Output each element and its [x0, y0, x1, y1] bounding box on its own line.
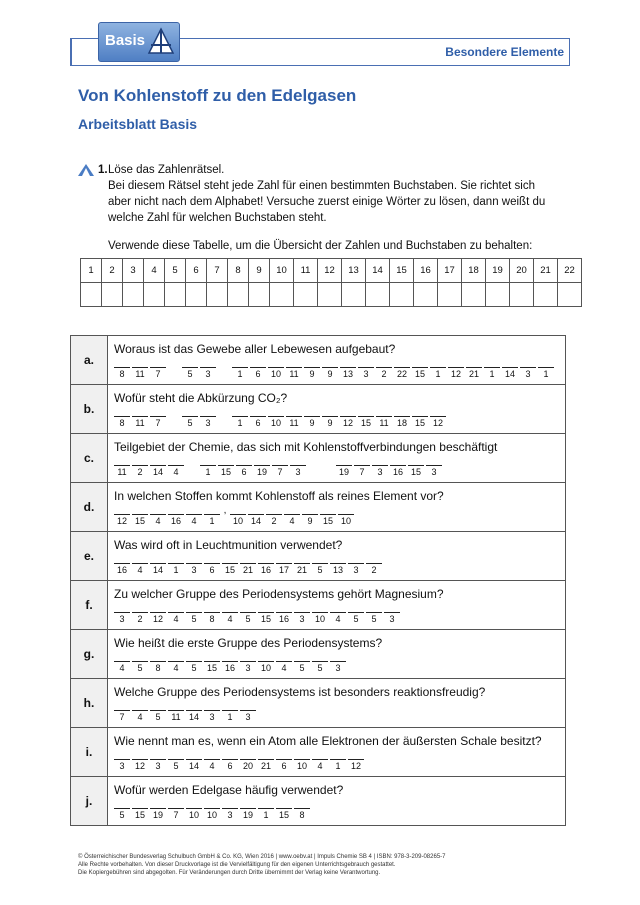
letter-blank: 9 [302, 507, 318, 529]
letter-cell[interactable] [510, 283, 534, 307]
letter-blank: 19 [240, 801, 256, 823]
letter-blank: 4 [204, 752, 220, 774]
letter-blank: 12 [340, 409, 356, 431]
letter-blank: 9 [322, 409, 338, 431]
letter-blank: 8 [114, 360, 130, 382]
letter-cell[interactable] [294, 283, 318, 307]
question-label: b. [71, 385, 108, 434]
letter-blank: 3 [204, 703, 220, 725]
letter-blank: 20 [240, 752, 256, 774]
letter-cell[interactable] [81, 283, 102, 307]
question-row [71, 434, 566, 483]
letter-blank: 11 [114, 458, 130, 480]
number-cell: 18 [462, 259, 486, 283]
number-cell: 16 [414, 259, 438, 283]
number-letter-table [80, 258, 582, 307]
letter-blank: 1 [200, 458, 216, 480]
letter-blank: 3 [200, 409, 216, 431]
letter-blank: 1 [232, 409, 248, 431]
letter-blank: 4 [132, 556, 148, 578]
task-number: 1. [98, 164, 108, 176]
letter-blank: 1 [484, 360, 500, 382]
letter-blank: 3 [358, 360, 374, 382]
answer-blanks[interactable] [114, 409, 448, 431]
letter-cell[interactable] [558, 283, 582, 307]
letter-blank: 4 [168, 605, 184, 627]
question-row [71, 336, 566, 385]
letter-cell[interactable] [165, 283, 186, 307]
letter-blank: 14 [248, 507, 264, 529]
question-label: g. [71, 630, 108, 679]
number-cell: 3 [123, 259, 144, 283]
logo-text: Basis [105, 32, 146, 49]
letter-blank: 14 [502, 360, 518, 382]
letter-blank: 9 [322, 360, 338, 382]
number-cell: 8 [228, 259, 249, 283]
letter-cell[interactable] [318, 283, 342, 307]
question-cell [108, 532, 566, 581]
word-gap [218, 360, 230, 382]
answer-blanks[interactable] [114, 801, 312, 823]
number-cell: 19 [486, 259, 510, 283]
letter-blank: 9 [304, 409, 320, 431]
letter-blank: 2 [266, 507, 282, 529]
number-cell: 1 [81, 259, 102, 283]
basis-logo [98, 22, 180, 62]
word-gap [308, 458, 320, 480]
letter-blank: 15 [358, 409, 374, 431]
letter-blank: 12 [430, 409, 446, 431]
letter-blank: 5 [186, 605, 202, 627]
letter-cell[interactable] [228, 283, 249, 307]
letter-blank: 1 [330, 752, 346, 774]
number-cell: 5 [165, 259, 186, 283]
letter-cell[interactable] [486, 283, 510, 307]
letter-blank: 5 [182, 360, 198, 382]
question-cell [108, 483, 566, 532]
letter-blank: 8 [294, 801, 310, 823]
question-label: e. [71, 532, 108, 581]
answer-blanks[interactable] [114, 360, 556, 382]
question-label: c. [71, 434, 108, 483]
letter-cell[interactable] [342, 283, 366, 307]
letter-blank: 10 [338, 507, 354, 529]
question-row [71, 679, 566, 728]
letter-blank: 5 [366, 605, 382, 627]
letter-blank: 7 [150, 360, 166, 382]
question-table [70, 335, 566, 826]
letter-cell[interactable] [414, 283, 438, 307]
letter-blank: 5 [294, 654, 310, 676]
letter-blank: 4 [114, 654, 130, 676]
letter-blank: 3 [240, 703, 256, 725]
number-cell: 17 [438, 259, 462, 283]
letter-blank: 2 [132, 605, 148, 627]
letter-blank: 4 [222, 605, 238, 627]
question-row [71, 728, 566, 777]
letter-blank: 16 [222, 654, 238, 676]
letter-blank: 19 [254, 458, 270, 480]
letter-blank: 3 [290, 458, 306, 480]
letter-blank: 10 [258, 654, 274, 676]
letter-blank: 4 [168, 654, 184, 676]
letter-cell[interactable] [534, 283, 558, 307]
letter-blank: 11 [376, 409, 392, 431]
letter-blank: 21 [258, 752, 274, 774]
letter-blank: 12 [132, 752, 148, 774]
task-text [108, 162, 568, 226]
letter-blank: 3 [186, 556, 202, 578]
question-cell [108, 777, 566, 826]
letter-blank: 5 [168, 752, 184, 774]
number-cell: 12 [318, 259, 342, 283]
letter-blank: 4 [276, 654, 292, 676]
footer-line-2: Alle Rechte vorbehalten. Von dieser Druckvorlage ist die Vervielfältigung für den eigenen Unterrichtsgebrauch gestattet. [78, 862, 396, 868]
answer-blanks[interactable] [114, 605, 402, 627]
letter-blank: 15 [222, 556, 238, 578]
question-text: Welche Gruppe des Periodensystems ist besonders reaktionsfreudig? [114, 685, 486, 699]
letter-blank: 7 [354, 458, 370, 480]
page-title: Von Kohlenstoff zu den Edelgasen [78, 86, 357, 105]
question-row [71, 385, 566, 434]
letter-cell[interactable] [390, 283, 414, 307]
letter-blank: 8 [150, 654, 166, 676]
question-cell [108, 679, 566, 728]
task-line-1: Löse das Zahlenrätsel. [108, 164, 225, 176]
letter-blank: 11 [168, 703, 184, 725]
question-cell [108, 581, 566, 630]
letter-blank: 11 [132, 360, 148, 382]
letter-blank: 14 [150, 556, 166, 578]
triangle-icon [147, 27, 175, 55]
letter-blank: 4 [168, 458, 184, 480]
answer-blanks[interactable] [114, 556, 384, 578]
letter-blank: 14 [186, 752, 202, 774]
letter-blank: 21 [466, 360, 482, 382]
letter-cell[interactable] [123, 283, 144, 307]
question-label: a. [71, 336, 108, 385]
letter-blank: 3 [150, 752, 166, 774]
letter-blank: 1 [538, 360, 554, 382]
letter-blank: 13 [330, 556, 346, 578]
number-cell: 4 [144, 259, 165, 283]
question-label: j. [71, 777, 108, 826]
question-label: i. [71, 728, 108, 777]
task-line-4: welche Zahl für welchen Buchstaben steht. [108, 212, 327, 224]
footer-line-1: © Österreichischer Bundesverlag Schulbuch GmbH & Co. KG, Wien 2016 | www.oebv.at | Impuls Chemie SB 4 | ISBN: 978-3-209-08265-7 [78, 854, 446, 860]
question-text: Wofür steht die Abkürzung CO₂? [114, 391, 288, 405]
letter-blank: 12 [114, 507, 130, 529]
letter-blank: 4 [186, 507, 202, 529]
task-line-2: Bei diesem Rätsel steht jede Zahl für einen bestimmten Buchstaben. Sie richtet sich [108, 180, 535, 192]
letter-blank: 12 [150, 605, 166, 627]
letter-blank: 10 [268, 360, 284, 382]
question-cell [108, 336, 566, 385]
letter-blank: 15 [258, 605, 274, 627]
letter-blank: 3 [426, 458, 442, 480]
answer-blanks[interactable] [114, 458, 444, 480]
letter-blank: 3 [114, 605, 130, 627]
letter-blank: 14 [150, 458, 166, 480]
question-text: Woraus ist das Gewebe aller Lebewesen aufgebaut? [114, 342, 396, 356]
letter-blank: 16 [258, 556, 274, 578]
number-cell: 11 [294, 259, 318, 283]
question-row [71, 777, 566, 826]
question-text: In welchen Stoffen kommt Kohlenstoff als reines Element vor? [114, 489, 444, 503]
number-cell: 20 [510, 259, 534, 283]
footer [78, 853, 568, 877]
letter-blank: 1 [430, 360, 446, 382]
letter-blank: 1 [222, 703, 238, 725]
letter-cell[interactable] [366, 283, 390, 307]
letter-blank: 8 [204, 605, 220, 627]
letter-blank: 15 [412, 409, 428, 431]
number-cell: 10 [270, 259, 294, 283]
letter-blank: 10 [204, 801, 220, 823]
page-subtitle: Arbeitsblatt Basis [78, 116, 198, 132]
letter-blank: 5 [182, 409, 198, 431]
letter-blank: 14 [186, 703, 202, 725]
letter-blank: 15 [132, 507, 148, 529]
word-gap [218, 409, 230, 431]
letter-row [81, 283, 582, 307]
letter-blank: 3 [520, 360, 536, 382]
task-line-3: aber nicht nach dem Alphabet! Versuche zuerst einige Wörter zu lösen, dann weißt du [108, 196, 546, 208]
letter-blank: 13 [340, 360, 356, 382]
letter-blank: 4 [312, 752, 328, 774]
letter-blank: 5 [312, 654, 328, 676]
letter-blank: 3 [294, 605, 310, 627]
letter-blank: 2 [132, 458, 148, 480]
letter-blank: 5 [114, 801, 130, 823]
answer-blanks[interactable] [114, 703, 258, 725]
letter-blank: 7 [272, 458, 288, 480]
letter-blank: 15 [412, 360, 428, 382]
question-text: Zu welcher Gruppe des Periodensystems gehört Magnesium? [114, 587, 444, 601]
question-row [71, 581, 566, 630]
letter-blank: 19 [150, 801, 166, 823]
letter-blank: 18 [394, 409, 410, 431]
letter-blank: 2 [376, 360, 392, 382]
question-row [71, 532, 566, 581]
number-cell: 13 [342, 259, 366, 283]
letter-blank: 5 [348, 605, 364, 627]
table-hint: Verwende diese Tabelle, um die Übersicht der Zahlen und Buchstaben zu behalten: [108, 240, 533, 252]
number-cell: 15 [390, 259, 414, 283]
letter-blank: 9 [304, 360, 320, 382]
letter-blank: 10 [268, 409, 284, 431]
letter-blank: 16 [276, 605, 292, 627]
answer-blanks[interactable] [114, 654, 348, 676]
letter-blank: 15 [320, 507, 336, 529]
letter-blank: 12 [348, 752, 364, 774]
letter-blank: 3 [372, 458, 388, 480]
letter-blank: 3 [240, 654, 256, 676]
letter-blank: 6 [276, 752, 292, 774]
letter-blank: 5 [240, 605, 256, 627]
letter-cell[interactable] [186, 283, 207, 307]
question-text: Wofür werden Edelgase häufig verwendet? [114, 783, 344, 797]
question-text: Wie nennt man es, wenn ein Atom alle Elektronen der äußersten Schale besitzt? [114, 734, 542, 748]
question-cell [108, 630, 566, 679]
letter-blank: 19 [336, 458, 352, 480]
word-gap [322, 458, 334, 480]
question-cell [108, 385, 566, 434]
letter-blank: 11 [132, 409, 148, 431]
letter-blank: 15 [276, 801, 292, 823]
letter-cell[interactable] [102, 283, 123, 307]
letter-cell[interactable] [438, 283, 462, 307]
letter-blank: 15 [132, 801, 148, 823]
letter-cell[interactable] [270, 283, 294, 307]
number-cell: 14 [366, 259, 390, 283]
question-cell [108, 434, 566, 483]
number-cell: 2 [102, 259, 123, 283]
letter-blank: 21 [240, 556, 256, 578]
letter-blank: 5 [186, 654, 202, 676]
letter-blank: 4 [150, 507, 166, 529]
number-cell: 6 [186, 259, 207, 283]
letter-blank: 4 [330, 605, 346, 627]
letter-blank: 7 [114, 703, 130, 725]
word-gap [168, 409, 180, 431]
letter-blank: 5 [312, 556, 328, 578]
question-text: Was wird oft in Leuchtmunition verwendet? [114, 538, 343, 552]
letter-blank: 11 [286, 360, 302, 382]
question-text: Wie heißt die erste Gruppe des Periodensystems? [114, 636, 383, 650]
letter-blank: 8 [114, 409, 130, 431]
letter-cell[interactable] [462, 283, 486, 307]
number-row [81, 259, 582, 283]
letter-blank: 21 [294, 556, 310, 578]
letter-blank: 15 [204, 654, 220, 676]
letter-blank: 3 [384, 605, 400, 627]
question-text: Teilgebiet der Chemie, das sich mit Kohlenstoffverbindungen beschäftigt [114, 440, 498, 454]
letter-cell[interactable] [249, 283, 270, 307]
category-label: Besondere Elemente [445, 45, 564, 59]
question-label: h. [71, 679, 108, 728]
letter-blank: 16 [168, 507, 184, 529]
letter-blank: 15 [218, 458, 234, 480]
letter-blank: 7 [168, 801, 184, 823]
letter-blank: 10 [186, 801, 202, 823]
letter-blank: 1 [204, 507, 220, 529]
letter-blank: 5 [132, 654, 148, 676]
letter-blank: 22 [394, 360, 410, 382]
word-gap [168, 360, 180, 382]
letter-blank: 5 [150, 703, 166, 725]
letter-blank: 3 [200, 360, 216, 382]
letter-blank: 7 [150, 409, 166, 431]
letter-blank: 6 [250, 409, 266, 431]
answer-blanks[interactable] [114, 752, 366, 774]
letter-blank: 10 [230, 507, 246, 529]
comma-separator: , [223, 505, 227, 516]
question-label: f. [71, 581, 108, 630]
letter-blank: 3 [114, 752, 130, 774]
question-row [71, 630, 566, 679]
letter-blank: 12 [448, 360, 464, 382]
letter-blank: 6 [204, 556, 220, 578]
letter-blank: 4 [132, 703, 148, 725]
letter-blank: 6 [250, 360, 266, 382]
letter-blank: 10 [312, 605, 328, 627]
letter-blank: 3 [222, 801, 238, 823]
letter-blank: 3 [330, 654, 346, 676]
number-cell: 7 [207, 259, 228, 283]
letter-blank: 1 [232, 360, 248, 382]
number-cell: 21 [534, 259, 558, 283]
letter-blank: 6 [222, 752, 238, 774]
question-row [71, 483, 566, 532]
letter-blank: 1 [168, 556, 184, 578]
letter-blank: 17 [276, 556, 292, 578]
question-cell [108, 728, 566, 777]
word-gap [186, 458, 198, 480]
letter-blank: 10 [294, 752, 310, 774]
difficulty-icon [78, 164, 94, 176]
letter-cell[interactable] [207, 283, 228, 307]
letter-blank: 4 [284, 507, 300, 529]
letter-blank: 3 [348, 556, 364, 578]
letter-blank: 16 [114, 556, 130, 578]
answer-blanks[interactable] [114, 507, 356, 529]
number-cell: 22 [558, 259, 582, 283]
letter-blank: 1 [258, 801, 274, 823]
letter-blank: 2 [366, 556, 382, 578]
footer-line-3: Die Kopiergebühren sind abgegolten. Für Veränderungen durch Dritte übernimmt der Verlag keine Verantwortung. [78, 870, 381, 876]
number-cell: 9 [249, 259, 270, 283]
letter-cell[interactable] [144, 283, 165, 307]
letter-blank: 16 [390, 458, 406, 480]
letter-blank: 11 [286, 409, 302, 431]
question-label: d. [71, 483, 108, 532]
letter-blank: 15 [408, 458, 424, 480]
letter-blank: 6 [236, 458, 252, 480]
